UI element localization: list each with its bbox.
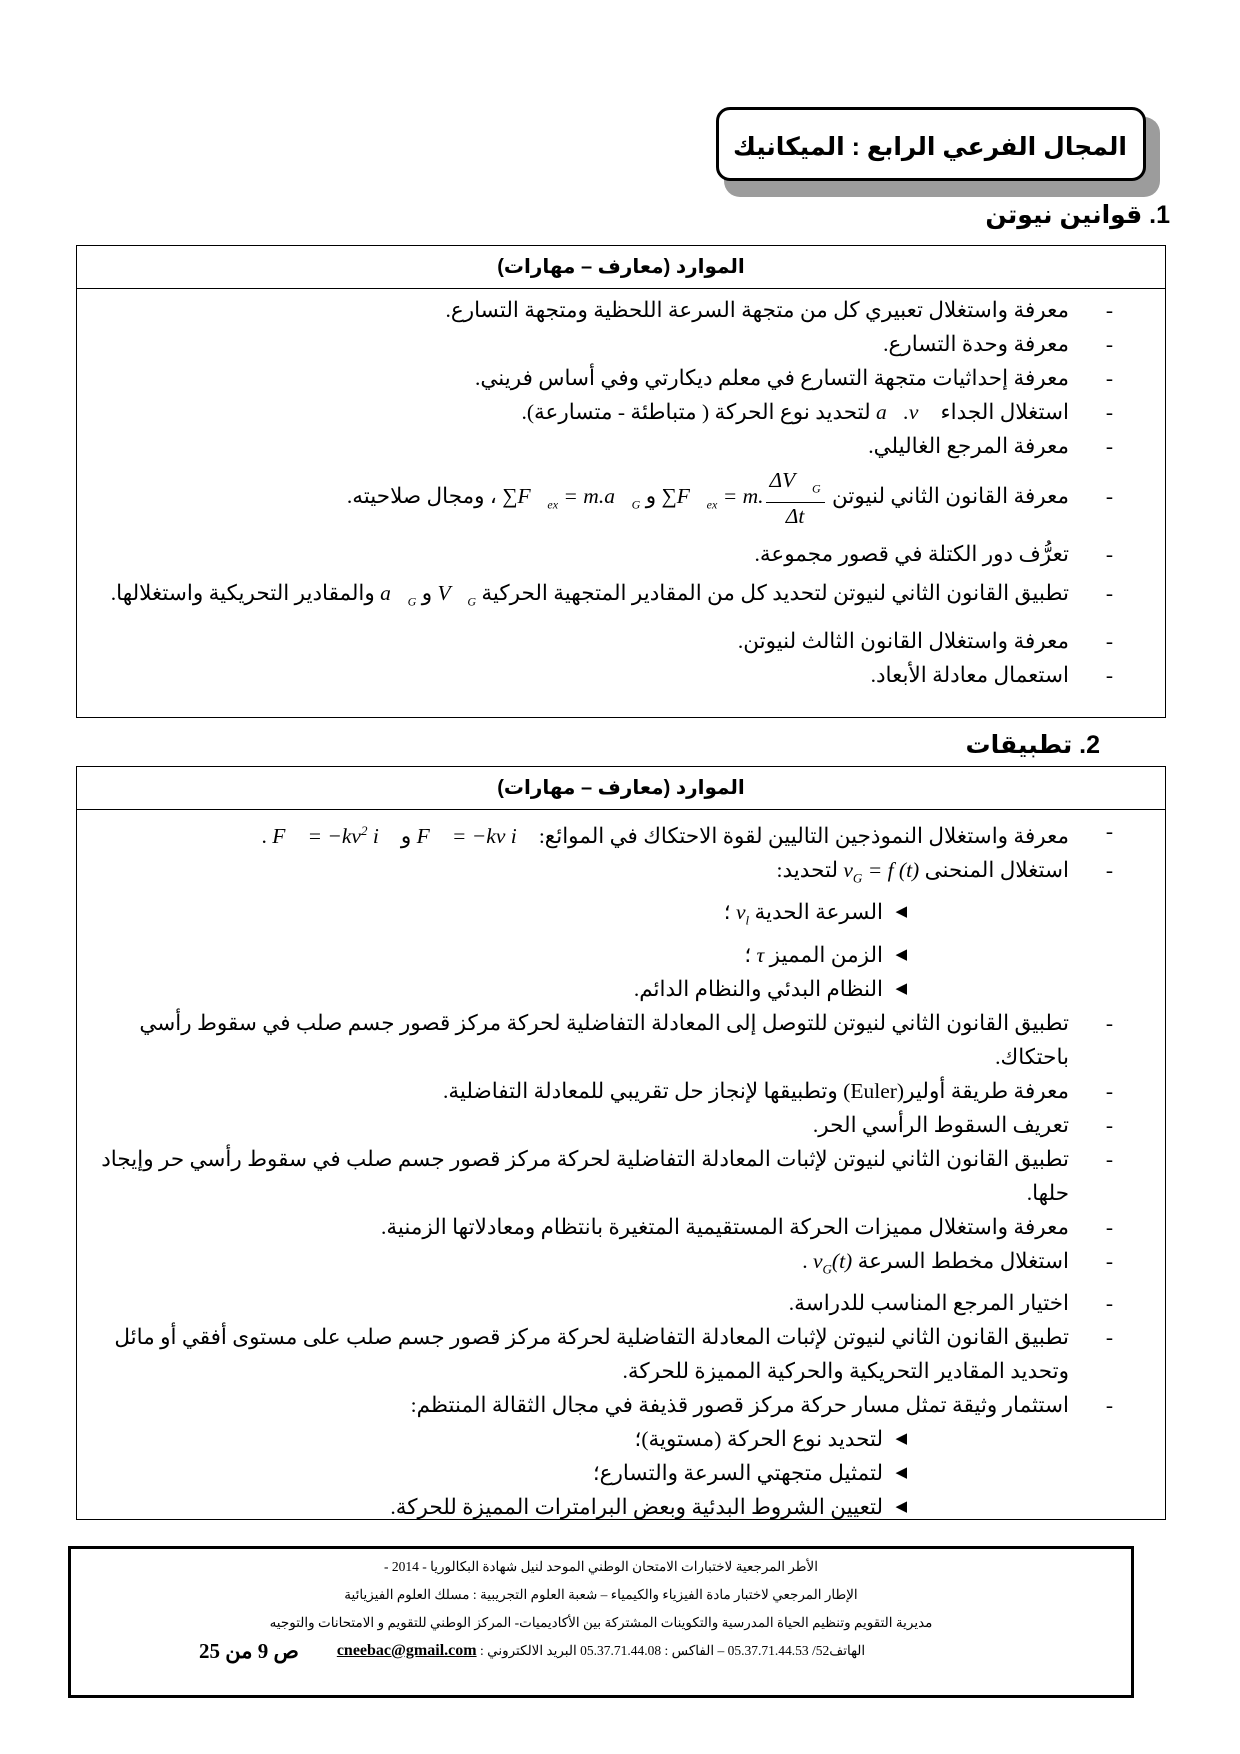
newton-second-law-formula-2: $\sum F⃗_{ex}$ = $m.a⃗_G$ — [502, 484, 641, 512]
friction-formula-linear: F⃗ = −kv i⃗ — [416, 824, 534, 849]
footer-contact: الهاتف52/ 05.37.71.44.53 – الفاكس : 05.37.71.44.08 البريد الالكتروني : — [479, 1643, 866, 1658]
list-item: - معرفة إحداثيات متجهة التسارع في معلم ديكارتي وفي أساس فريني. — [77, 361, 1165, 395]
sub-list-item: ◀ السرعة الحدية $v_l$ ؛ — [97, 895, 909, 937]
velocity-graph-symbol: $v_G(t)$ — [812, 1248, 853, 1277]
sub-list-item: ◀ لتمثيل متجهتي السرعة والتسارع؛ — [97, 1456, 909, 1490]
triangle-bullet-icon: ◀ — [895, 946, 907, 963]
acceleration-vector-ag: $a⃗_G$ — [380, 581, 417, 609]
section2-heading: 2. تطبيقات — [965, 731, 1100, 759]
list-item: - معرفة طريقة أولير(Euler) وتطبيقها لإنجاز حل تقريبي للمعادلة التفاضلية. — [77, 1074, 1165, 1108]
sub-list-item: ◀ لتحديد نوع الحركة (مستوية)؛ — [97, 1422, 909, 1456]
section1-heading: 1. قوانين نيوتن — [985, 201, 1170, 229]
sub-list-item: ◀ الزمن المميز τ ؛ — [97, 938, 909, 972]
sub-list-item: ◀ لتعيين الشروط البدئية وبعض البرامترات المميزة للحركة. — [97, 1490, 909, 1524]
list-item: - تطبيق القانون الثاني لنيوتن لتحديد كل من المقادير المتجهية الحركية $V⃗_G$ و $a⃗_G$ والمقادير التحريكية واستغلالها. — [77, 571, 1165, 623]
triangle-bullet-icon: ◀ — [895, 904, 907, 921]
section1-resources-table — [76, 245, 1166, 718]
list-item: - استثمار وثيقة تمثل مسار حركة مركز قصور قذيفة في مجال الثقالة المنتظم: ◀ لتحديد نوع الحركة (مستوية)؛ ◀ لتمثيل متجهتي السرعة والتسارع؛ ◀ لتعيين الشروط البدئية وبعض البرامترات المميزة للحركة. — [77, 1388, 1165, 1524]
list-item: - تطبيق القانون الثاني لنيوتن للتوصل إلى المعادلة التفاضلية لحركة مركز قصور جسم صلب في سقوط رأسي باحتكاك. — [77, 1006, 1165, 1074]
list-item: - تعريف السقوط الرأسي الحر. — [77, 1108, 1165, 1142]
sub-list-item: ◀ النظام البدئي والنظام الدائم. — [97, 972, 909, 1006]
time-constant-symbol: τ — [756, 942, 765, 967]
list-item: - استغلال المنحنى $v_G = f$ (t) لتحديد: ◀ السرعة الحدية $v_l$ ؛ ◀ الزمن المميز τ ؛ ◀ النظام البدئي والنظام الدائم. — [77, 853, 1165, 1006]
section2-resources-table — [76, 766, 1166, 1520]
sub-list — [97, 895, 1069, 1005]
triangle-bullet-icon: ◀ — [895, 1499, 907, 1516]
list-item: - معرفة وحدة التسارع. — [77, 327, 1165, 361]
footer-line-2: الإطار المرجعي لاختبار مادة الفيزياء والكيمياء – شعبة العلوم التجريبية : مسلك العلوم الفيزيائية — [344, 1587, 858, 1602]
list-item: - تطبيق القانون الثاني لنيوتن لإثبات المعادلة التفاضلية لحركة مركز قصور جسم صلب على مستوى أفقي أو مائل وتحديد المقادير التحريكية والحركية المميزة للحركة. — [77, 1320, 1165, 1388]
section1-items — [77, 289, 1165, 692]
footer-line-3: مديرية التقويم وتنظيم الحياة المدرسية والتكوينات المشتركة بين الأكاديميات- المركز الوطني للتقويم و الامتحانات والتوجيه — [269, 1615, 933, 1630]
dot-product-formula: a⃗.v⃗ — [876, 400, 936, 424]
footer-email-link[interactable]: cneebac@gmail.com — [336, 1642, 477, 1659]
velocity-curve-formula: $v_G = f$ (t) — [843, 858, 920, 886]
page-number: ص 9 من 25 — [199, 1639, 299, 1663]
section1-table-header: الموارد (معارف – مهارات) — [77, 246, 1165, 289]
sub-list — [97, 1422, 1069, 1524]
friction-formula-quadratic: F⃗ = $-kv^2$ i⃗ — [272, 823, 396, 849]
list-item: - اختيار المرجع المناسب للدراسة. — [77, 1286, 1165, 1320]
triangle-bullet-icon: ◀ — [895, 1465, 907, 1482]
page-footer — [68, 1546, 1134, 1698]
footer-line-1: الأطر المرجعية لاختبارات الامتحان الوطني الموحد لنيل شهادة البكالوريا - 2014 - — [383, 1559, 818, 1574]
list-item: - معرفة واستغلال النموذجين التاليين لقوة الاحتكاك في الموائع: F⃗ = −kv i⃗ و F⃗ = $-kv^2$ i⃗ . — [77, 814, 1165, 853]
newton-second-law-formula-1: $\sum F⃗_{ex} = m$. $\frac{\Delta V⃗_G}{\Delta t}$ — [661, 484, 826, 508]
terminal-velocity-symbol: $v_l$ — [735, 900, 750, 928]
page-title: المجال الفرعي الرابع : الميكانيك — [716, 107, 1146, 181]
list-item: - استعمال معادلة الأبعاد. — [77, 658, 1165, 692]
section2-table-header: الموارد (معارف – مهارات) — [77, 767, 1165, 810]
list-item: - استغلال مخطط السرعة $v_G(t)$ . — [77, 1244, 1165, 1286]
triangle-bullet-icon: ◀ — [895, 980, 907, 997]
list-item: - معرفة واستغلال مميزات الحركة المستقيمية المتغيرة بانتظام ومعادلاتها الزمنية. — [77, 1210, 1165, 1244]
list-item: - تعرُّف دور الكتلة في قصور مجموعة. — [77, 537, 1165, 571]
section2-items — [77, 810, 1165, 1524]
list-item: - تطبيق القانون الثاني لنيوتن لإثبات المعادلة التفاضلية لحركة مركز قصور جسم صلب في سقوط رأسي حر وإيجاد حلها. — [77, 1142, 1165, 1210]
footer-contact-line — [71, 1637, 1131, 1665]
list-item: - معرفة واستغلال القانون الثالث لنيوتن. — [77, 624, 1165, 658]
list-item: - معرفة واستغلال تعبيري كل من متجهة السرعة اللحظية ومتجهة التسارع. — [77, 293, 1165, 327]
list-item: - معرفة القانون الثاني لنيوتن $\sum F⃗_{ex} = m$. $\frac{\Delta V⃗_G}{\Delta t}$ و $\sum F⃗_{ex}$ = $m.a⃗_G$ ، ومجال صلاحيته. — [77, 463, 1165, 537]
velocity-vector-vg: $V⃗_G$ — [437, 581, 476, 609]
list-item: - معرفة المرجع الغاليلي. — [77, 429, 1165, 463]
triangle-bullet-icon: ◀ — [895, 1431, 907, 1448]
list-item: - استغلال الجداء a⃗.v⃗ لتحديد نوع الحركة ( متباطئة - متسارعة). — [77, 395, 1165, 429]
